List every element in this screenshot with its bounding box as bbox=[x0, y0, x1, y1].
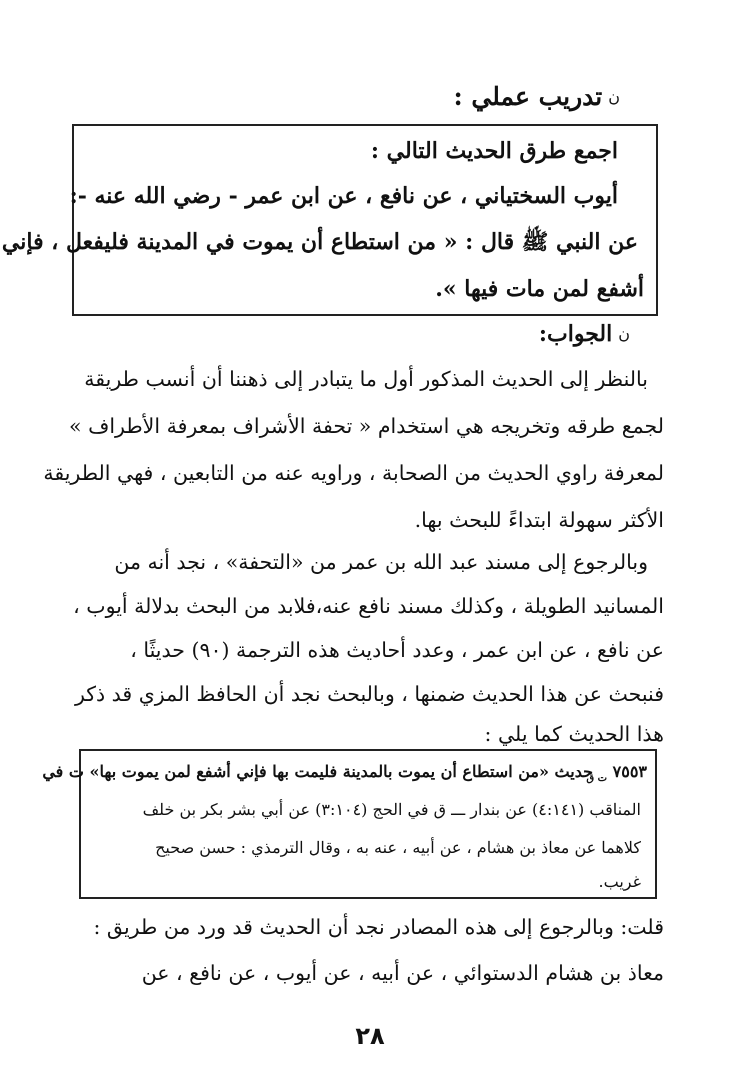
citation-line: حديث «من استطاع أن يموت بالمدينة فليمت بها فإني أشفع لمن يموت بها» ت في bbox=[42, 762, 593, 781]
citation-line: المناقب (٤:١٤١) عن بندار ـــ ق في الحج (٣:١٠٤) عن أبي بشر بكر بن خلف bbox=[142, 800, 641, 819]
exercise-heading bbox=[453, 80, 620, 114]
exercise-title: تدريب عملي : bbox=[453, 82, 603, 111]
citation-sigla: ت ق bbox=[586, 773, 608, 785]
answer-title: الجواب: bbox=[538, 321, 613, 347]
text-line: لجمع طرقه وتخريجه هي استخدام « تحفة الأشراف بمعرفة الأطراف » bbox=[69, 414, 664, 438]
citation-line: غريب. bbox=[598, 872, 641, 891]
text-line: لمعرفة راوي الحديث من الصحابة ، وراويه عنه من التابعين ، فهي الطريقة bbox=[43, 461, 664, 485]
citation-line: كلاهما عن معاذ بن هشام ، عن أبيه ، عنه به ، وقال الترمذي : حسن صحيح bbox=[155, 838, 641, 857]
page-number: ٢٨ bbox=[355, 1022, 385, 1050]
question-box bbox=[1, 124, 658, 316]
text-line: الأكثر سهولة ابتداءً للبحث بها. bbox=[414, 508, 664, 532]
heading-bullet: ن bbox=[618, 324, 630, 343]
citation-number bbox=[586, 759, 647, 792]
heading-bullet: ن bbox=[608, 87, 620, 106]
answer-heading bbox=[539, 317, 630, 351]
citation-box bbox=[42, 749, 657, 899]
text-line: قلت: وبالرجوع إلى هذه المصادر نجد أن الحديث قد ورد من طريق : bbox=[93, 915, 664, 939]
text-line: معاذ بن هشام الدستوائي ، عن أبيه ، عن أيوب ، عن نافع ، عن bbox=[141, 961, 664, 985]
text-line: عن نافع ، عن ابن عمر ، وعدد أحاديث هذه الترجمة (٩٠) حديثًا ، bbox=[130, 638, 664, 662]
question-line: عن النبي ﷺ قال : « من استطاع أن يموت في المدينة فليفعل ، فإني bbox=[1, 229, 638, 255]
text-line: وبالرجوع إلى مسند عبد الله بن عمر من «التحفة» ، نجد أنه من bbox=[114, 550, 648, 574]
question-line: أيوب السختياني ، عن نافع ، عن ابن عمر - رضي الله عنه -: bbox=[69, 183, 618, 209]
question-line: أشفع لمن مات فيها ». bbox=[435, 276, 644, 302]
text-line: بالنظر إلى الحديث المذكور أول ما يتبادر إلى ذهننا أن أنسب طريقة bbox=[84, 367, 648, 391]
text-line: هذا الحديث كما يلي : bbox=[484, 722, 664, 746]
citation-entry-number: ٧٥٥٣ bbox=[612, 762, 647, 781]
text-line: فنبحث عن هذا الحديث ضمنها ، وبالبحث نجد أن الحافظ المزي قد ذكر bbox=[74, 682, 664, 706]
text-line: المسانيد الطويلة ، وكذلك مسند نافع عنه،فلابد من البحث بدلالة أيوب ، bbox=[73, 594, 664, 618]
question-line: اجمع طرق الحديث التالي : bbox=[370, 138, 618, 164]
